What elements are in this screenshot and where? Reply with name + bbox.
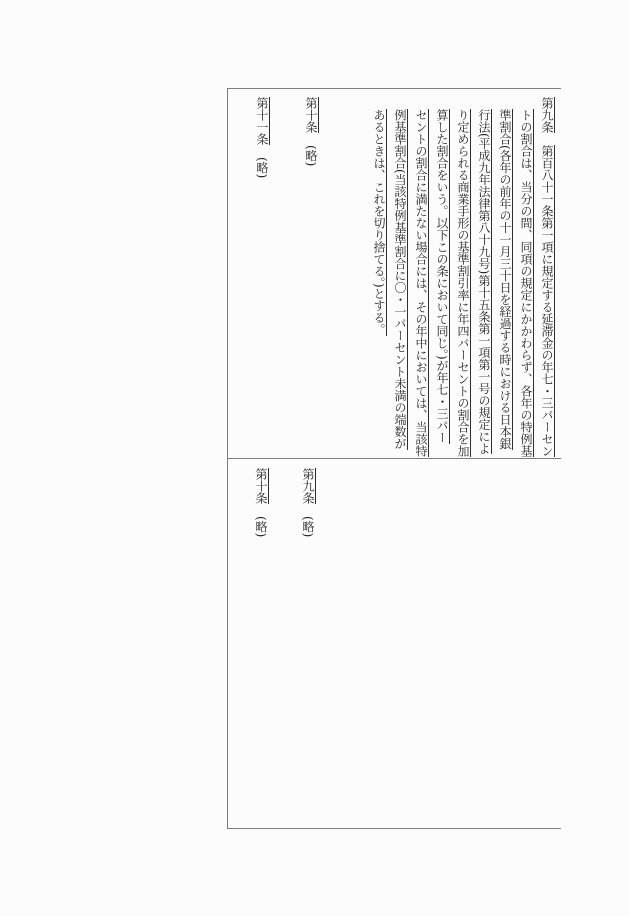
article-number: 第十一条 xyxy=(255,97,269,145)
text-column xyxy=(515,97,536,457)
article-body-line: トの割合は、当分の間、同項の規定にかかわらず、各年の特例基 xyxy=(519,109,533,457)
article-body-line: 算した割合をいう。以下この条において同じ。)が年七・三パー xyxy=(435,109,449,444)
amended-article-11 xyxy=(251,97,272,178)
article-body-line: り定められる商業手形の基準割引率に年四パーセントの割合を加 xyxy=(456,109,470,457)
text-column xyxy=(297,468,318,537)
text-column xyxy=(536,97,557,457)
text-column xyxy=(494,97,515,457)
omitted-note: (略) xyxy=(254,516,268,538)
omitted-note: (略) xyxy=(301,516,315,538)
article-number: 第十条 xyxy=(304,97,318,133)
former-text-cell xyxy=(228,459,560,827)
text-column xyxy=(431,97,452,457)
article-body-line: 行法(平成九年法律第八十九号)第十五条第一項第一号の規定によ xyxy=(477,109,491,455)
article-body-line: あるときは、これを切り捨てる。)とする。 xyxy=(372,109,386,336)
text-column xyxy=(251,97,272,178)
omitted-note: (略) xyxy=(255,157,269,179)
former-article-9 xyxy=(297,468,318,537)
omitted-note: (略) xyxy=(304,145,318,167)
text-column xyxy=(250,468,271,537)
article-body-line: 第百八十一条第一項に規定する延滞金の年七・三パーセン xyxy=(540,145,554,457)
text-column xyxy=(410,97,431,457)
article-number: 第九条 xyxy=(301,468,315,504)
former-article-10 xyxy=(250,468,271,537)
article-body-line: 例基準割合(当該特例基準割合に〇・一パーセント未満の端数が xyxy=(393,109,407,450)
amended-article-9 xyxy=(368,97,557,457)
article-body-line: 準割合(各年の前年の十一月三十日を経過する時における日本銀 xyxy=(498,109,512,450)
text-column xyxy=(300,97,321,166)
amended-text-cell xyxy=(228,89,560,457)
text-column xyxy=(473,97,494,457)
text-column xyxy=(389,97,410,457)
table-bottom-border xyxy=(227,828,561,829)
text-column xyxy=(452,97,473,457)
text-column xyxy=(368,97,389,457)
article-body-line: セントの割合に満たない場合には、その年中においては、当該特 xyxy=(414,109,428,457)
article-number: 第十条 xyxy=(254,468,268,504)
amended-article-10 xyxy=(300,97,321,166)
article-number: 第九条 xyxy=(540,97,554,133)
amendment-comparison-table xyxy=(227,88,561,829)
